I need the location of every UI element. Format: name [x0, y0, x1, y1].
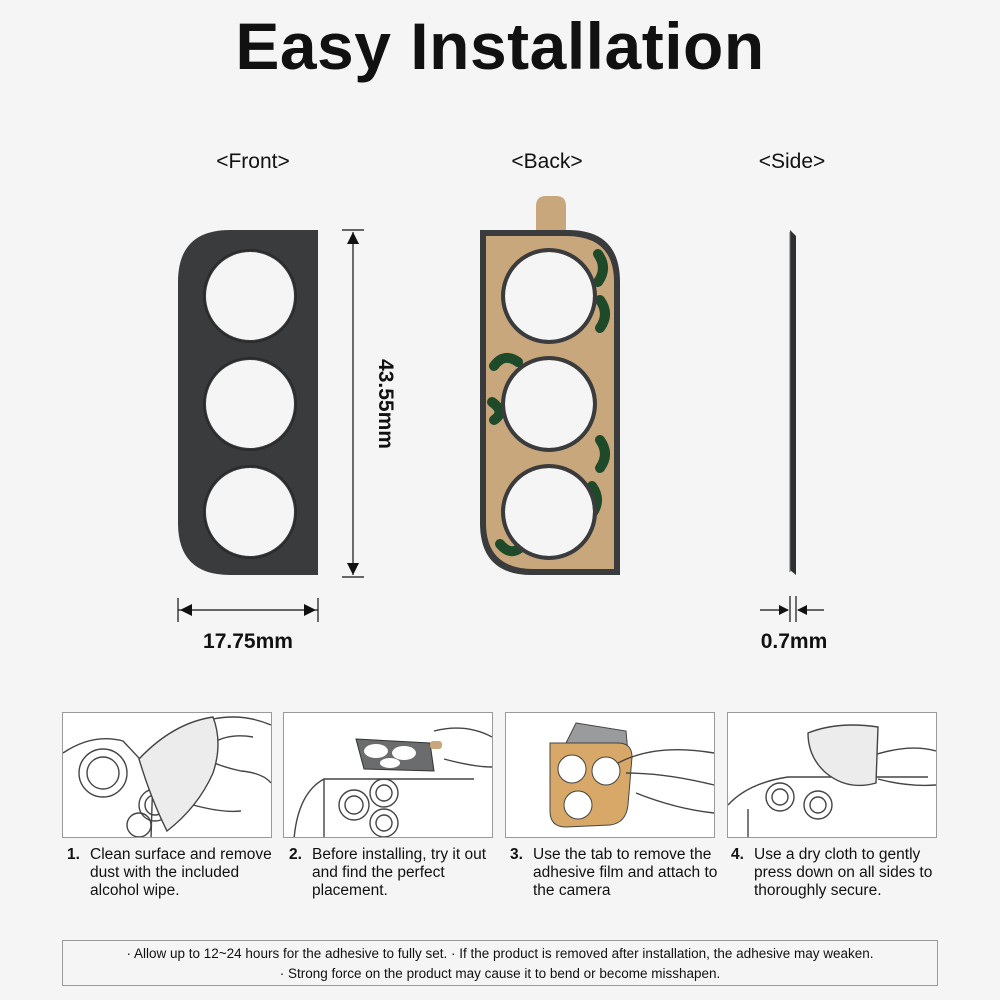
width-dimension-line	[178, 598, 318, 622]
step-4-illustration	[727, 712, 937, 838]
width-dimension-label: 17.75mm	[203, 630, 293, 653]
step-number: 4.	[731, 846, 744, 863]
thickness-dimension-line	[760, 596, 824, 622]
step-text: Use the tab to remove the adhesive film and attach to the camera	[533, 846, 718, 899]
step-text: Use a dry cloth to gently press down on all sides to thoroughly secure.	[754, 846, 933, 899]
note-line-2: · Strong force on the product may cause it to bend or become misshapen.	[279, 966, 721, 981]
note-line-1: · Allow up to 12~24 hours for the adhesive to fully set. · If the product is removed after installation, the adhesive may weaken.	[126, 946, 874, 961]
step-number: 2.	[289, 846, 302, 863]
back-view-label: <Back>	[511, 150, 583, 173]
side-profile	[790, 230, 796, 575]
step-2-illustration	[283, 712, 493, 838]
back-frame	[480, 196, 620, 575]
step-1-illustration	[62, 712, 272, 838]
front-frame	[178, 230, 318, 575]
step-3-illustration	[505, 712, 715, 838]
height-dimension-line	[342, 230, 364, 577]
side-view-label: <Side>	[758, 150, 826, 173]
thickness-dimension-label: 0.7mm	[760, 630, 828, 653]
front-view-label: <Front>	[216, 150, 290, 173]
step-text: Clean surface and remove dust with the included alcohol wipe.	[90, 846, 272, 899]
step-text: Before installing, try it out and find the perfect placement.	[312, 846, 487, 899]
step-number: 3.	[510, 846, 523, 863]
page-title: Easy Installation	[235, 9, 765, 83]
step-number: 1.	[67, 846, 80, 863]
notes-box	[62, 940, 938, 986]
height-dimension-label: 43.55mm	[374, 359, 397, 449]
